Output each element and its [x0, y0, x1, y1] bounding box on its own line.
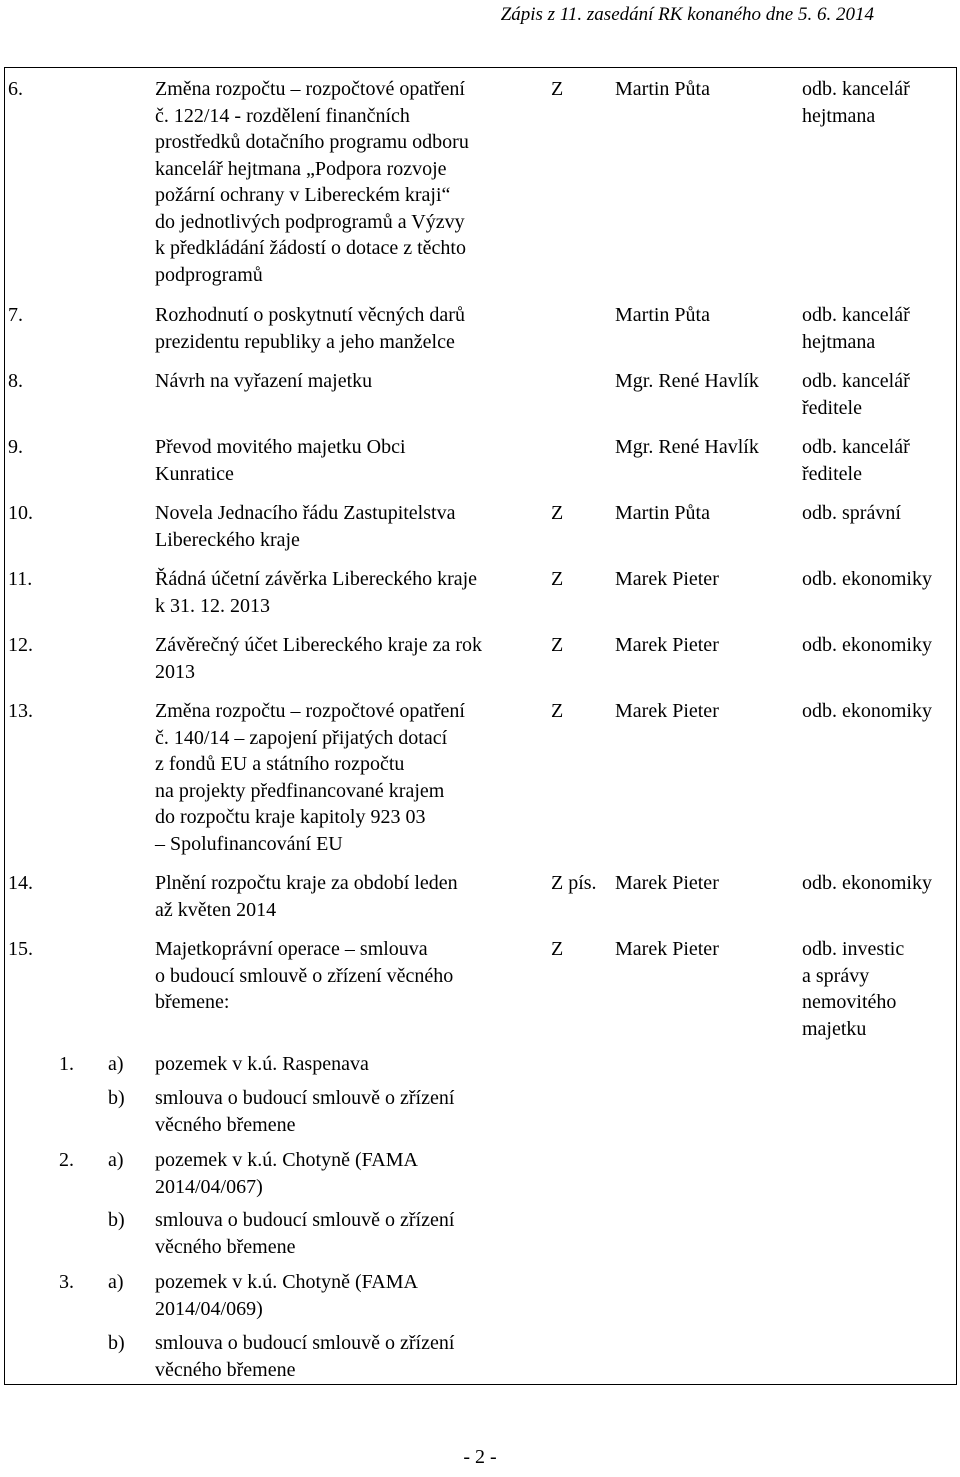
item-flag: Z: [551, 568, 564, 590]
item-department-line: hejtmana: [802, 330, 876, 353]
item-number: 9.: [8, 436, 23, 458]
item-department-line: a správy: [802, 964, 870, 987]
item-title-line: o budoucí smlouvě o zřízení věcného: [155, 964, 454, 987]
item-title-line: prostředků dotačního programu odboru: [155, 131, 469, 153]
item-title-line: Závěrečný účet Libereckého kraje za rok: [155, 634, 483, 656]
item-title-line: kancelář hejtmana „Podpora rozvoje: [155, 157, 447, 180]
subitem-text-line: věcného břemene: [155, 1358, 296, 1381]
item-title-line: – Spolufinancování EU: [155, 832, 343, 855]
item-number: 14.: [8, 872, 33, 894]
item-flag: Z: [551, 938, 564, 960]
item-flag: Z: [551, 78, 564, 100]
page-header-title: Zápis z 11. zasedání RK konaného dne 5. 6. 2014: [500, 4, 874, 25]
item-number: 13.: [8, 700, 33, 722]
subitem-text-line: smlouva o budoucí smlouvě o zřízení: [155, 1209, 455, 1231]
item-presenter: Martin Půta: [615, 502, 710, 524]
subitem-letter: b): [108, 1209, 125, 1231]
subitem-text-line: smlouva o budoucí smlouvě o zřízení: [155, 1332, 455, 1354]
item-number: 15.: [8, 938, 33, 960]
item-presenter: Marek Pieter: [615, 634, 719, 656]
item-department-line: ředitele: [802, 462, 862, 485]
item-title-line: Návrh na vyřazení majetku: [155, 370, 373, 392]
item-title-line: břemene:: [155, 991, 230, 1013]
agenda-table-frame: [4, 67, 957, 1385]
item-department-line: ředitele: [802, 396, 862, 419]
item-department-line: odb. investic: [802, 938, 905, 960]
item-title-line: Majetkoprávní operace – smlouva: [155, 938, 428, 960]
item-department-line: odb. ekonomiky: [802, 700, 932, 722]
subitem-text-line: 2014/04/069): [155, 1297, 263, 1320]
item-number: 12.: [8, 634, 33, 656]
item-number: 10.: [8, 502, 33, 524]
subitem-letter: a): [108, 1053, 124, 1075]
page-number: - 2 -: [463, 1446, 497, 1468]
item-department-line: nemovitého: [802, 991, 897, 1013]
item-department-line: odb. ekonomiky: [802, 568, 932, 590]
item-title-line: k předkládání žádostí o dotace z těchto: [155, 237, 466, 259]
item-department-line: odb. kancelář: [802, 370, 910, 392]
subitem-text-line: 2014/04/067): [155, 1175, 263, 1198]
item-number: 11.: [8, 568, 33, 590]
item-presenter: Martin Půta: [615, 304, 710, 326]
item-title-line: č. 140/14 – zapojení přijatých dotací: [155, 726, 448, 749]
item-flag: Z: [551, 634, 564, 656]
item-title-line: Rozhodnutí o poskytnutí věcných darů: [155, 304, 465, 326]
item-department-line: odb. kancelář: [802, 304, 910, 326]
item-department-line: majetku: [802, 1017, 867, 1040]
item-title-line: na projekty předfinancované krajem: [155, 779, 445, 802]
subitem-text-line: věcného břemene: [155, 1113, 296, 1136]
item-department-line: odb. ekonomiky: [802, 634, 932, 656]
item-title-line: Změna rozpočtu – rozpočtové opatření: [155, 78, 465, 100]
item-title-line: až květen 2014: [155, 898, 277, 921]
item-flag: Z: [551, 700, 564, 722]
subitem-text-line: pozemek v k.ú. Chotyně (FAMA: [155, 1149, 418, 1171]
item-title-line: do jednotlivých podprogramů a Výzvy: [155, 210, 465, 233]
item-department-line: odb. kancelář: [802, 78, 910, 100]
item-title-line: Novela Jednacího řádu Zastupitelstva: [155, 502, 456, 524]
item-number: 6.: [8, 78, 23, 100]
item-title-line: Plnění rozpočtu kraje za období leden: [155, 872, 458, 894]
item-presenter: Marek Pieter: [615, 568, 719, 590]
item-title-line: Libereckého kraje: [155, 528, 300, 551]
subitem-letter: b): [108, 1087, 125, 1109]
item-presenter: Marek Pieter: [615, 700, 719, 722]
subitem-letter: a): [108, 1271, 124, 1293]
item-title-line: z fondů EU a státního rozpočtu: [155, 753, 405, 775]
item-presenter: Martin Půta: [615, 78, 710, 100]
subitem-text-line: smlouva o budoucí smlouvě o zřízení: [155, 1087, 455, 1109]
subitem-text-line: pozemek v k.ú. Chotyně (FAMA: [155, 1271, 418, 1293]
item-presenter: Mgr. René Havlík: [615, 370, 759, 392]
item-department-line: odb. ekonomiky: [802, 872, 932, 894]
item-title-line: požární ochrany v Libereckém kraji“: [155, 184, 451, 206]
item-title-line: 2013: [155, 660, 195, 683]
subitem-number: 1.: [59, 1053, 74, 1075]
item-presenter: Marek Pieter: [615, 872, 719, 894]
item-number: 8.: [8, 370, 23, 392]
item-title-line: prezidentu republiky a jeho manželce: [155, 330, 455, 353]
item-title-line: Převod movitého majetku Obci: [155, 436, 406, 458]
item-department-line: odb. správní: [802, 502, 901, 524]
item-title-line: k 31. 12. 2013: [155, 594, 270, 617]
item-department-line: hejtmana: [802, 104, 876, 127]
subitem-number: 3.: [59, 1271, 74, 1293]
subitem-letter: a): [108, 1149, 124, 1171]
item-title-line: Kunratice: [155, 462, 234, 485]
subitem-text-line: věcného břemene: [155, 1235, 296, 1258]
subitem-letter: b): [108, 1332, 125, 1354]
item-presenter: Marek Pieter: [615, 938, 719, 960]
item-presenter: Mgr. René Havlík: [615, 436, 759, 458]
item-flag: Z: [551, 502, 564, 524]
item-flag: Z pís.: [551, 872, 597, 894]
item-title-line: č. 122/14 - rozdělení finančních: [155, 104, 410, 127]
item-title-line: Řádná účetní závěrka Libereckého kraje: [155, 568, 478, 590]
item-title-line: podprogramů: [155, 263, 263, 286]
subitem-text-line: pozemek v k.ú. Raspenava: [155, 1053, 369, 1075]
item-department-line: odb. kancelář: [802, 436, 910, 458]
item-number: 7.: [8, 304, 23, 326]
item-title-line: Změna rozpočtu – rozpočtové opatření: [155, 700, 465, 722]
item-title-line: do rozpočtu kraje kapitoly 923 03: [155, 806, 426, 828]
subitem-number: 2.: [59, 1149, 74, 1171]
